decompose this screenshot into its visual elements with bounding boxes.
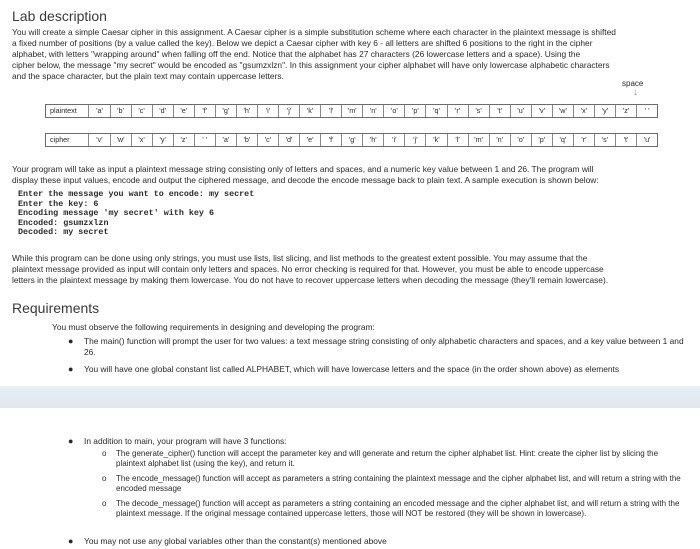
alphabet-cell: 'q' xyxy=(426,105,447,117)
page-break-divider xyxy=(0,386,700,408)
cipher-alphabet-row xyxy=(45,133,658,147)
function-text: The encode_message() function will accept as parameters a string containing the plaintext message and the cipher alphabet list, and will return a string with the encoded message xyxy=(116,474,681,493)
alphabet-cell: 'c' xyxy=(132,105,153,117)
intro-paragraph xyxy=(12,27,692,82)
requirement-bullet xyxy=(68,336,689,357)
function-item xyxy=(102,499,686,519)
bullet-text: You will have one global constant list called ALPHABET, which will have lowercase letters and the space (in the order shown above) as elements xyxy=(84,364,620,374)
alphabet-cell: ' ' xyxy=(195,134,216,146)
alphabet-cell: 'l' xyxy=(448,134,469,146)
sample-line: Enter the message you want to encode: my secret xyxy=(18,189,255,199)
bullet-text: In addition to main, your program will have 3 functions: xyxy=(84,436,287,446)
intro-line: a fixed number of positions (by a value called the key). Below we depict a Caesar cipher with key 6 - all letters are shifted 6 positions to the right in the cipher xyxy=(12,38,593,48)
requirement-bullet xyxy=(68,436,689,447)
program-description xyxy=(12,164,692,186)
alphabet-cell: 't' xyxy=(490,105,511,117)
function-item xyxy=(102,474,686,494)
bullet-dot-icon: ● xyxy=(68,336,74,346)
alphabet-cell: 'm' xyxy=(342,105,363,117)
bullet-dot-icon: ● xyxy=(68,536,74,546)
intro-line: You will create a simple Caesar cipher in this assignment. A Caesar cipher is a simple substitution scheme where each character in the plaintext message is shifted xyxy=(12,27,616,37)
sample-line: Encoded: gsumzxlzn xyxy=(18,217,109,228)
alphabet-cell: 'o' xyxy=(511,134,532,146)
requirement-bullet xyxy=(68,364,689,375)
alphabet-cell: 'x' xyxy=(574,105,595,117)
alphabet-cell: 'u' xyxy=(511,105,532,117)
alphabet-cell: 'g' xyxy=(342,134,363,146)
bullet-text: You may not use any global variables other than the constant(s) mentioned above xyxy=(84,536,387,546)
alphabet-cell: 's' xyxy=(595,134,616,146)
alphabet-cell: 'v' xyxy=(89,134,110,146)
sample-line: Enter the key: 6 xyxy=(18,198,99,209)
bullet-text: The main() function will prompt the user for two values: a text message string consisting of only alphabetic characters and spaces, and a key value between 1 and 26. xyxy=(84,336,684,357)
space-label: space xyxy=(622,79,644,88)
cipher-row-label: cipher xyxy=(46,134,89,146)
requirement-bullet xyxy=(68,536,689,547)
intro-line: and the space character, but the plain text may contain uppercase letters. xyxy=(12,71,284,81)
alphabet-cell: 'y' xyxy=(595,105,616,117)
alphabet-cell: 'i' xyxy=(258,105,279,117)
while-paragraph xyxy=(12,253,692,286)
while-line: While this program can be done using only strings, you must use lists, list slicing, and list methods to the greatest extent possible. You may assume that the xyxy=(12,253,588,263)
alphabet-cell: 'k' xyxy=(426,134,447,146)
alphabet-cell: 'v' xyxy=(532,105,553,117)
intro-line: alphabet, with letters "wrapping around" when falling off the end. Notice that the alphabet has 27 characters (26 lowercase letters and a space). Using the xyxy=(12,49,581,59)
alphabet-cell: 'a' xyxy=(216,134,237,146)
alphabet-cell: 'h' xyxy=(237,105,258,117)
alphabet-cell: 'h' xyxy=(363,134,384,146)
plaintext-row-label: plaintext xyxy=(46,105,89,117)
alphabet-cell: 'b' xyxy=(237,134,258,146)
alphabet-cell: 'g' xyxy=(216,105,237,117)
alphabet-cell: 'i' xyxy=(384,134,405,146)
alphabet-cell: 'z' xyxy=(174,134,195,146)
while-line: letters in the plaintext message by making them lowercase. You do not have to recover uppercase letters when decoding the message (they'll remain lowercase). xyxy=(12,275,609,285)
function-text: The generate_cipher() function will accept the parameter key and will generate and return the cipher alphabet list. Hint: create the cipher list by slicing the plaintext alphabet list (using the key), and return it. xyxy=(116,449,659,468)
intro-line: cipher below, the message "my secret" would be encoded as "gsumzxlzn". In this assignment your cipher alphabet will have only lowercase alphabetic characters xyxy=(12,60,610,70)
circle-bullet-icon: o xyxy=(102,499,107,508)
sample-line: Encoding message 'my secret' with key 6 xyxy=(18,208,215,219)
alphabet-cell: 'k' xyxy=(300,105,321,117)
alphabet-cell: 'o' xyxy=(384,105,405,117)
alphabet-cell: 'e' xyxy=(300,134,321,146)
alphabet-cell: 'l' xyxy=(321,105,342,117)
alphabet-cell: 'd' xyxy=(153,105,174,117)
alphabet-cell: ' ' xyxy=(644,106,650,115)
bullet-dot-icon: ● xyxy=(68,436,74,446)
alphabet-cell: 'n' xyxy=(363,105,384,117)
alphabet-cell: 't' xyxy=(616,134,637,146)
alphabet-cell: 'p' xyxy=(405,105,426,117)
alphabet-cell: 'r' xyxy=(574,134,595,146)
circle-bullet-icon: o xyxy=(102,449,107,458)
alphabet-cell: 's' xyxy=(469,105,490,117)
requirements-intro: You must observe the following requirements in designing and developing the program: xyxy=(52,322,375,332)
alphabet-cell: 'f' xyxy=(321,134,342,146)
alphabet-cell: 'z' xyxy=(616,105,637,117)
bullet-dot-icon: ● xyxy=(68,364,74,374)
alphabet-cell: 'x' xyxy=(132,134,153,146)
alphabet-cell: 'q' xyxy=(553,134,574,146)
alphabet-cell: 'r' xyxy=(448,105,469,117)
function-text: The decode_message() function will accept as parameters a string containing an encoded message and the cipher alphabet list, and will return a string with the plaintext message. If the original message contained uppercase letters, those will NOT be restored (they will be shown in lowercase). xyxy=(116,499,680,518)
lab-description-heading: Lab description xyxy=(12,8,107,24)
alphabet-cell: 'm' xyxy=(469,134,490,146)
alphabet-cell: 'j' xyxy=(405,134,426,146)
sample-line: Decoded: my secret xyxy=(18,227,109,238)
alphabet-cell: 'f' xyxy=(195,105,216,117)
circle-bullet-icon: o xyxy=(102,474,107,483)
alphabet-cell: 'a' xyxy=(89,105,110,117)
function-item xyxy=(102,449,686,469)
alphabet-cell: 'c' xyxy=(258,134,279,146)
alphabet-cell: 'u' xyxy=(643,135,651,144)
alphabet-cell: 'p' xyxy=(532,134,553,146)
plaintext-alphabet-row xyxy=(45,104,658,118)
alphabet-cell: 'w' xyxy=(553,105,574,117)
alphabet-cell: 'b' xyxy=(111,105,132,117)
program-line: display these input values, encode and output the ciphered message, and decode the encode message back to plain text. A sample execution is shown below: xyxy=(12,175,599,185)
alphabet-cell: 'd' xyxy=(279,134,300,146)
alphabet-cell: 'e' xyxy=(174,105,195,117)
requirements-heading: Requirements xyxy=(12,300,100,316)
alphabet-cell: 'j' xyxy=(279,105,300,117)
sample-execution xyxy=(18,190,254,238)
alphabet-cell: 'w' xyxy=(111,134,132,146)
while-line: plaintext message provided as input will contain only letters and spaces. No error checking is required for that. However, you must be able to encode uppercase xyxy=(12,264,604,274)
alphabet-cell: 'y' xyxy=(153,134,174,146)
program-line: Your program will take as input a plaintext message string consisting only of letters and spaces, and a numeric key value between 1 and 26. The program will xyxy=(12,164,594,174)
alphabet-cell: 'n' xyxy=(490,134,511,146)
down-arrow-icon: ↓ xyxy=(633,87,638,98)
